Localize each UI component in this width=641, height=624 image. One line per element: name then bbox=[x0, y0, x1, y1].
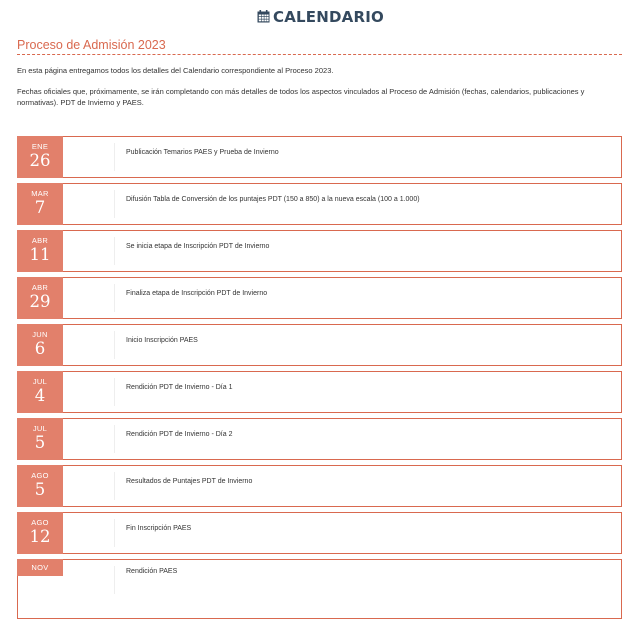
event-description: Fin Inscripción PAES bbox=[126, 525, 192, 532]
event-month: JUL bbox=[32, 424, 48, 433]
event-description: Rendición PDT de Invierno - Día 2 bbox=[126, 431, 233, 438]
event-item bbox=[17, 512, 622, 554]
event-description: Finaliza etapa de Inscripción PDT de Invierno bbox=[126, 290, 268, 297]
event-day: 6 bbox=[34, 339, 46, 358]
event-date-badge bbox=[17, 183, 63, 225]
event-day: 12 bbox=[29, 527, 51, 546]
event-separator bbox=[114, 284, 115, 312]
event-description: Publicación Temarios PAES y Prueba de Invierno bbox=[126, 149, 279, 156]
event-day: 26 bbox=[29, 151, 51, 170]
event-day: 5 bbox=[34, 480, 46, 499]
event-separator bbox=[114, 519, 115, 547]
event-date-badge bbox=[17, 371, 63, 413]
event-separator bbox=[114, 425, 115, 453]
event-day: 5 bbox=[34, 433, 46, 452]
page-title: CALENDARIO bbox=[273, 8, 384, 26]
event-separator bbox=[114, 566, 115, 594]
event-date-badge bbox=[17, 512, 63, 554]
event-description: Rendición PDT de Invierno - Día 1 bbox=[126, 384, 233, 391]
event-item bbox=[17, 230, 622, 272]
event-item bbox=[17, 418, 622, 460]
event-separator bbox=[114, 472, 115, 500]
event-month: NOV bbox=[31, 563, 49, 572]
event-description: Resultados de Puntajes PDT de Invierno bbox=[126, 478, 253, 485]
intro-paragraph-1: En esta página entregamos todos los detalles del Calendario correspondiente al Proceso 2023. bbox=[17, 66, 334, 75]
event-month: ABR bbox=[31, 283, 49, 292]
event-day: 4 bbox=[34, 386, 46, 405]
event-item bbox=[17, 324, 622, 366]
event-item bbox=[17, 371, 622, 413]
event-date-badge bbox=[17, 465, 63, 507]
event-item bbox=[17, 465, 622, 507]
event-description: Difusión Tabla de Conversión de los puntajes PDT (150 a 850) a la nueva escala (100 a 1.000) bbox=[126, 196, 420, 203]
event-item bbox=[17, 183, 622, 225]
event-item bbox=[17, 136, 622, 178]
event-month: AGO bbox=[31, 518, 49, 527]
section-title: Proceso de Admisión 2023 bbox=[17, 38, 166, 52]
event-item bbox=[17, 559, 622, 619]
event-month: AGO bbox=[31, 471, 49, 480]
event-description: Inicio Inscripción PAES bbox=[126, 337, 198, 344]
event-date-badge bbox=[17, 324, 63, 366]
section-divider bbox=[17, 54, 622, 55]
event-month: JUN bbox=[32, 330, 48, 339]
event-description: Se inicia etapa de Inscripción PDT de Invierno bbox=[126, 243, 270, 250]
events-list bbox=[17, 136, 622, 624]
event-day: 7 bbox=[34, 198, 46, 217]
event-date-badge bbox=[17, 136, 63, 178]
event-date-badge bbox=[17, 277, 63, 319]
event-separator bbox=[114, 331, 115, 359]
event-date-badge bbox=[17, 230, 63, 272]
intro-paragraph-2: Fechas oficiales que, próximamente, se irán completando con más detalles de todos los aspectos vinculados al Proceso de Admisión (fechas, calendarios, publicaciones y normativas). PDT de Invierno y PAES. bbox=[17, 87, 585, 107]
event-day: 29 bbox=[29, 292, 51, 311]
event-day: 11 bbox=[29, 245, 51, 264]
event-separator bbox=[114, 190, 115, 218]
event-description: Rendición PAES bbox=[126, 568, 178, 575]
event-month: MAR bbox=[31, 189, 49, 198]
event-date-badge bbox=[17, 559, 63, 576]
event-month: JUL bbox=[32, 377, 48, 386]
event-item bbox=[17, 277, 622, 319]
page-header bbox=[0, 8, 641, 26]
event-month: ABR bbox=[31, 236, 49, 245]
event-date-badge bbox=[17, 418, 63, 460]
event-separator bbox=[114, 143, 115, 171]
event-separator bbox=[114, 237, 115, 265]
calendar-icon bbox=[257, 9, 270, 22]
event-separator bbox=[114, 378, 115, 406]
event-month: ENE bbox=[31, 142, 49, 151]
